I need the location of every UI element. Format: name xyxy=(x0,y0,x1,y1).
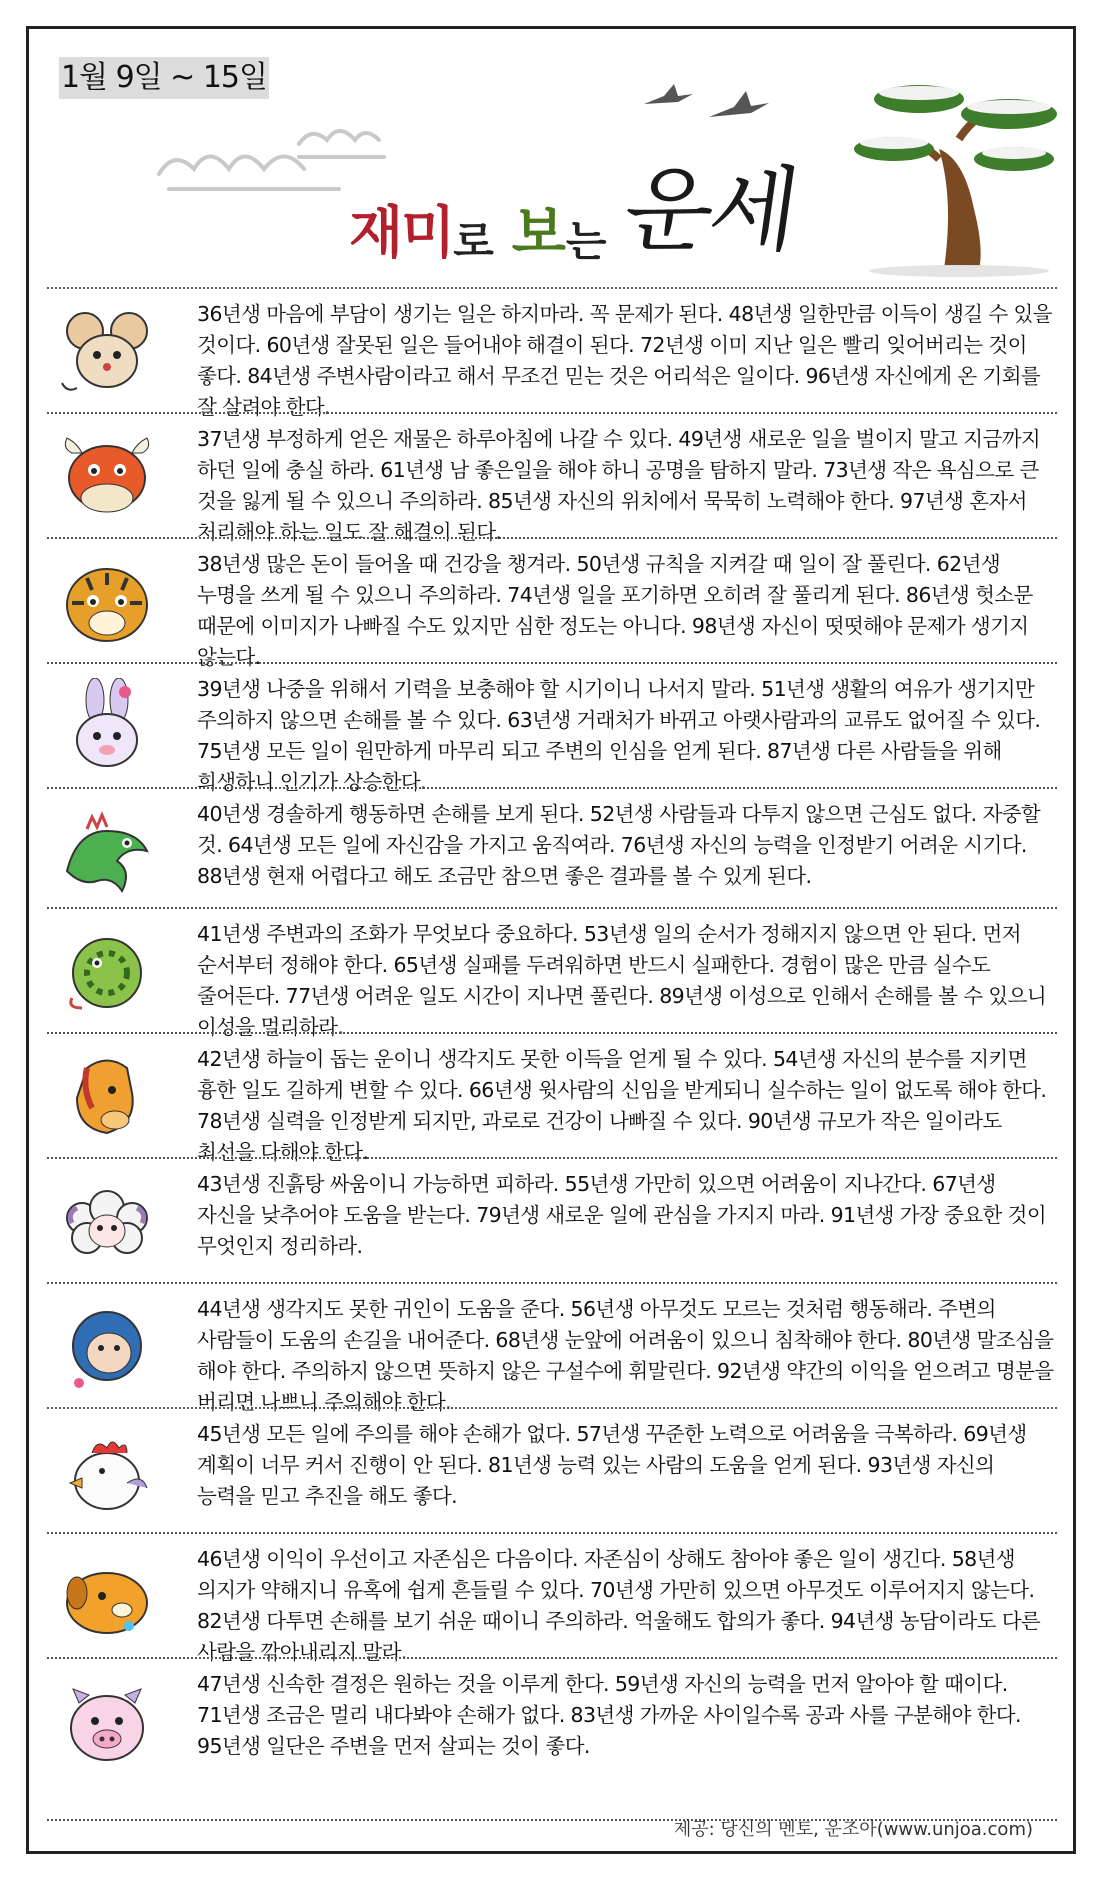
zodiac-row-snake xyxy=(47,907,1057,1039)
fortune-text: 41년생 주변과의 조화가 무엇보다 중요하다. 53년생 일의 순서가 정해지지 않으면 안 된다. 먼저 순서부터 정해야 한다. 65년생 실패를 두려워하면 반드시 실패한다. 경험이 많은 만큼 실수도 줄어든다. 77년생 어려운 일도 시간이 지나면 풀린다. 89년생 이성으로 인해서 손해를 볼 수 있으니 이성을 멀리하라. xyxy=(197,922,1047,1039)
fortune-text: 44년생 생각지도 못한 귀인이 도움을 준다. 56년생 아무것도 모르는 것처럼 행동해라. 주변의 사람들이 도움의 손길을 내어준다. 68년생 눈앞에 어려움이 있으니 침착해야 한다. 80년생 말조심을 해야 한다. 주의하지 않으면 뜻하지 않은 구설수에 휘말린다. 92년생 약간의 이익을 얻으려고 명분을 버리면 나쁘니 주의해야 한다. xyxy=(197,1297,1054,1414)
zodiac-row-rooster xyxy=(47,1407,1057,1534)
rooster-icon xyxy=(57,1423,157,1523)
pine-tree-icon xyxy=(849,59,1069,279)
zodiac-row-dog xyxy=(47,1532,1057,1664)
monkey-icon xyxy=(57,1298,157,1398)
fortune-text: 36년생 마음에 부담이 생기는 일은 하지마라. 꼭 문제가 된다. 48년생 일한만큼 이득이 생길 수 있을 것이다. 60년생 잘못된 일은 들어내야 해결이 된다. 72년생 이미 지난 일은 빨리 잊어버리는 것이 좋다. 84년생 주변사람이라고 해서 무조건 믿는 것은 어리석은 일이다. 96년생 자신에게 온 기회를 잘 살려야 한다. xyxy=(197,302,1052,419)
sheep-icon xyxy=(57,1173,157,1273)
title-particle-neun: 는 xyxy=(565,217,607,266)
title-word-fun: 재미 xyxy=(349,201,454,266)
pig-icon xyxy=(57,1673,157,1773)
zodiac-row-ox xyxy=(47,412,1057,544)
tiger-icon xyxy=(57,553,157,653)
fortune-page xyxy=(26,26,1076,1854)
birds-icon xyxy=(639,69,769,129)
zodiac-row-sheep xyxy=(47,1157,1057,1284)
fortune-text: 46년생 이익이 우선이고 자존심은 다음이다. 자존심이 상해도 참아야 좋은 일이 생긴다. 58년생 의지가 약해지니 유혹에 쉽게 흔들릴 수 있다. 70년생 가만히 있으면 아무것도 이루어지지 않는다. 82년생 다투면 손해를 보기 쉬운 때이니 주의하라. 억울해도 합의가 좋다. 94년생 농담이라도 다른 사람을 깎아내리지 말라. xyxy=(197,1547,1041,1664)
horse-icon xyxy=(57,1048,157,1148)
snake-icon xyxy=(57,923,157,1023)
zodiac-row-rabbit xyxy=(47,662,1057,794)
zodiac-row-dragon xyxy=(47,787,1057,909)
zodiac-row-pig xyxy=(47,1657,1057,1784)
fortune-text: 39년생 나중을 위해서 기력을 보충해야 할 시기이니 나서지 말라. 51년생 생활의 여유가 생기지만 주의하지 않으면 손해를 볼 수 있다. 63년생 거래처가 바뀌고 아랫사람과의 교류도 없어질 수 있다. 75년생 모든 일이 원만하게 마무리 되고 주변의 인심을 얻게 된다. 87년생 다른 사람들을 위해 희생하니 인기가 상승한다. xyxy=(197,677,1041,794)
rat-icon xyxy=(57,303,157,403)
zodiac-row-tiger xyxy=(47,537,1057,669)
fortune-text: 38년생 많은 돈이 들어올 때 건강을 챙겨라. 50년생 규칙을 지켜갈 때 일이 잘 풀린다. 62년생 누명을 쓰게 될 수 있으니 주의하라. 74년생 일을 포기하면 오히려 잘 풀리게 된다. 86년생 헛소문 때문에 이미지가 나빠질 수도 있지만 심한 정도는 아니다. 98년생 자신이 떳떳해야 문제가 생기지 않는다. xyxy=(197,552,1033,669)
page-title xyxy=(349,157,803,269)
date-range-label: 1월 9일 ~ 15일 xyxy=(59,57,269,99)
zodiac-row-rat xyxy=(47,287,1057,419)
credit-footer: 제공: 당신의 멘토, 운조아(www.unjoa.com) xyxy=(673,1819,1033,1840)
zodiac-row-horse xyxy=(47,1032,1057,1164)
dog-icon xyxy=(57,1548,157,1648)
rabbit-icon xyxy=(57,678,157,778)
ox-icon xyxy=(57,428,157,528)
dragon-icon xyxy=(57,801,157,901)
fortune-text: 42년생 하늘이 돕는 운이니 생각지도 못한 이득을 얻게 될 수 있다. 54년생 자신의 분수를 지키면 흉한 일도 길하게 변할 수 있다. 66년생 윗사람의 신임을 받게되니 실수하는 일이 없도록 해야 한다. 78년생 실력을 인정받게 되지만, 과로로 건강이 나빠질 수 있다. 90년생 규모가 작은 일이라도 최선을 다해야 한다. xyxy=(197,1047,1047,1164)
title-word-fortune: 운세 xyxy=(617,157,803,264)
fortune-text: 40년생 경솔하게 행동하면 손해를 보게 된다. 52년생 사람들과 다투지 않으면 근심도 없다. 자중할 것. 64년생 모든 일에 자신감을 가지고 움직여라. 76년생 자신의 능력을 인정받기 어려운 시기다. 88년생 현재 어렵다고 해도 조금만 참으면 좋은 결과를 볼 수 있게 된다. xyxy=(197,802,1041,888)
fortune-text: 43년생 진흙탕 싸움이니 가능하면 피하라. 55년생 가만히 있으면 어려움이 지나간다. 67년생 자신을 낮추어야 도움을 받는다. 79년생 새로운 일에 관심을 가지지 마라. 91년생 가장 중요한 것이 무엇인지 정리하라. xyxy=(197,1172,1047,1258)
fortune-text: 47년생 신속한 결정은 원하는 것을 이루게 한다. 59년생 자신의 능력을 먼저 알아야 할 때이다. 71년생 조금은 멀리 내다봐야 손해가 없다. 83년생 가까운 사이일수록 공과 사를 구분해야 한다. 95년생 일단은 주변을 먼저 살피는 것이 좋다. xyxy=(197,1672,1021,1758)
zodiac-row-monkey xyxy=(47,1282,1057,1414)
title-word-see: 보 xyxy=(511,201,566,266)
fortune-text: 37년생 부정하게 얻은 재물은 하루아침에 나갈 수 있다. 49년생 새로운 일을 벌이지 말고 지금까지 하던 일에 충실 하라. 61년생 남 좋은일을 해야 하니 공명을 탐하지 말라. 73년생 작은 욕심으로 큰 것을 잃게 될 수 있으니 주의하라. 85년생 자신의 위치에서 묵묵히 노력해야 한다. 97년생 혼자서 처리해야 하는 일도 잘 해결이 된다. xyxy=(197,427,1041,544)
fortune-text: 45년생 모든 일에 주의를 해야 손해가 없다. 57년생 꾸준한 노력으로 어려움을 극복하라. 69년생 계획이 너무 커서 진행이 안 된다. 81년생 능력 있는 사람의 도움을 얻게 된다. 93년생 자신의 능력을 믿고 추진을 해도 좋다. xyxy=(197,1422,1027,1508)
title-particle-ro: 로 xyxy=(453,217,494,266)
